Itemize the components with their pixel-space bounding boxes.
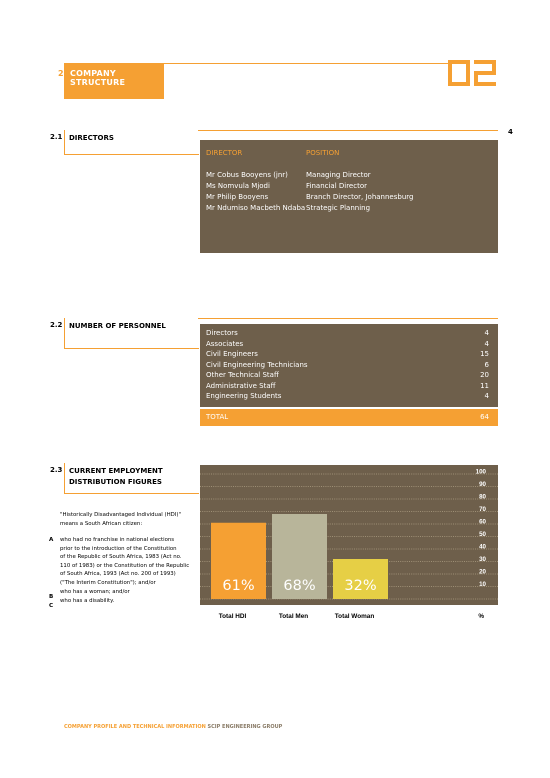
personnel-count: 15 [480, 350, 489, 358]
footer-right: SCIP ENGINEERING GROUP [207, 724, 283, 730]
criterion-letter: C [49, 603, 54, 609]
directors-title: DIRECTORS [69, 134, 114, 142]
section-title-bar [64, 63, 164, 99]
personnel-rule [198, 318, 498, 319]
hdi-intro-line1: "Historically Disadvantaged Individual (HDI)" [60, 512, 181, 518]
personnel-label: Associates [206, 339, 244, 348]
criterion-c-text: who has a disability. [60, 598, 115, 604]
personnel-row [206, 381, 489, 392]
criterion-line: prior to the introduction of the Constitution [60, 545, 177, 552]
criterion-line: who had no franchise in national elections [60, 537, 175, 543]
x-category-label: Total Woman [334, 613, 375, 620]
personnel-panel [200, 324, 498, 407]
employment-title-box [64, 463, 199, 494]
personnel-row [206, 328, 489, 339]
director-position: Strategic Planning [306, 204, 371, 212]
personnel-total-label: TOTAL [206, 413, 229, 421]
personnel-row [206, 360, 489, 371]
personnel-count: 6 [484, 360, 489, 369]
criterion-b-text: who has a woman; and/or [60, 589, 130, 595]
employment-title-line2: DISTRIBUTION FIGURES [69, 478, 162, 486]
section-rule [164, 63, 470, 64]
unit-label: % [478, 613, 484, 620]
col-position-header: POSITION [306, 149, 340, 157]
personnel-row [206, 391, 489, 402]
criterion-letter: A [49, 537, 54, 543]
personnel-label: Engineering Students [206, 392, 282, 400]
col-director-header: DIRECTOR [206, 149, 243, 157]
personnel-number: 2.2 [50, 321, 63, 329]
bar-value-label: 61% [222, 578, 255, 594]
x-category-label: Total Men [278, 613, 309, 620]
y-tick-label: 30 [479, 556, 486, 563]
y-tick-label: 50 [479, 531, 486, 538]
y-tick-label: 70 [479, 506, 486, 513]
personnel-label: Administrative Staff [206, 381, 276, 390]
personnel-label: Other Technical Staff [206, 371, 279, 379]
y-tick-label: 60 [479, 518, 486, 526]
bar-value-label: 32% [344, 578, 377, 594]
criterion-line: 110 of 1983) or the Constitution of the Republic [60, 562, 190, 569]
director-name: Mr Cobus Booyens (jnr) [206, 171, 288, 179]
personnel-label: Civil Engineers [206, 350, 258, 358]
personnel-row [206, 339, 489, 350]
personnel-row [206, 349, 489, 360]
employment-title-line1: CURRENT EMPLOYMENT [69, 467, 163, 475]
footer [64, 724, 282, 730]
hdi-intro-line2: means a South African citizen: [60, 520, 143, 527]
section-number: 2 [58, 69, 64, 78]
personnel-label: Directors [206, 329, 238, 337]
personnel-count: 4 [484, 339, 489, 348]
x-category-label: Total HDI [218, 613, 247, 620]
employment-chart [200, 465, 500, 625]
y-tick-label: 40 [479, 543, 486, 551]
section-badge-02 [448, 58, 498, 88]
criterion-letter: B [49, 594, 54, 600]
section-title: COMPANY STRUCTURE [70, 69, 126, 87]
director-position: Managing Director [306, 171, 371, 179]
director-position: Branch Director, Johannesburg [306, 193, 414, 201]
criterion-line: of South Africa, 1993 (Act no. 200 of 1993) [60, 571, 176, 578]
directors-title-box [64, 130, 199, 155]
personnel-title-box [64, 318, 199, 349]
personnel-count: 11 [480, 381, 489, 390]
y-tick-label: 90 [479, 481, 486, 488]
director-name: Mr Ndumiso Macbeth Ndaba [206, 204, 306, 212]
personnel-label: Civil Engineering Technicians [206, 360, 308, 369]
employment-number: 2.3 [50, 466, 63, 474]
personnel-row [206, 370, 489, 381]
director-name: Mr Philip Booyens [206, 193, 269, 201]
personnel-title: NUMBER OF PERSONNEL [69, 322, 166, 330]
y-tick-label: 20 [479, 568, 486, 576]
criterion-line: ("The Interim Constitution"); and/or [60, 579, 156, 586]
y-tick-label: 10 [479, 581, 486, 588]
personnel-total-bar [200, 409, 498, 426]
criterion-line: of the Republic of South Africa, 1983 (Act no. [60, 554, 182, 561]
personnel-count: 4 [484, 392, 489, 400]
directors-number: 2.1 [50, 133, 63, 141]
personnel-total-value: 64 [480, 413, 489, 421]
y-tick-label: 80 [479, 493, 486, 501]
footer-left: COMPANY PROFILE AND TECHNICAL INFORMATION [64, 724, 206, 730]
director-name: Ms Nomvula Mjodi [206, 182, 270, 190]
directors-rule [198, 130, 498, 131]
director-position: Financial Director [306, 182, 367, 190]
personnel-count: 20 [480, 371, 489, 379]
bar-value-label: 68% [283, 578, 316, 594]
directors-panel [200, 140, 498, 253]
criterion-a-text [60, 536, 200, 588]
page-number: 4 [508, 128, 513, 136]
y-tick-label: 100 [475, 468, 486, 476]
personnel-count: 4 [484, 329, 489, 337]
